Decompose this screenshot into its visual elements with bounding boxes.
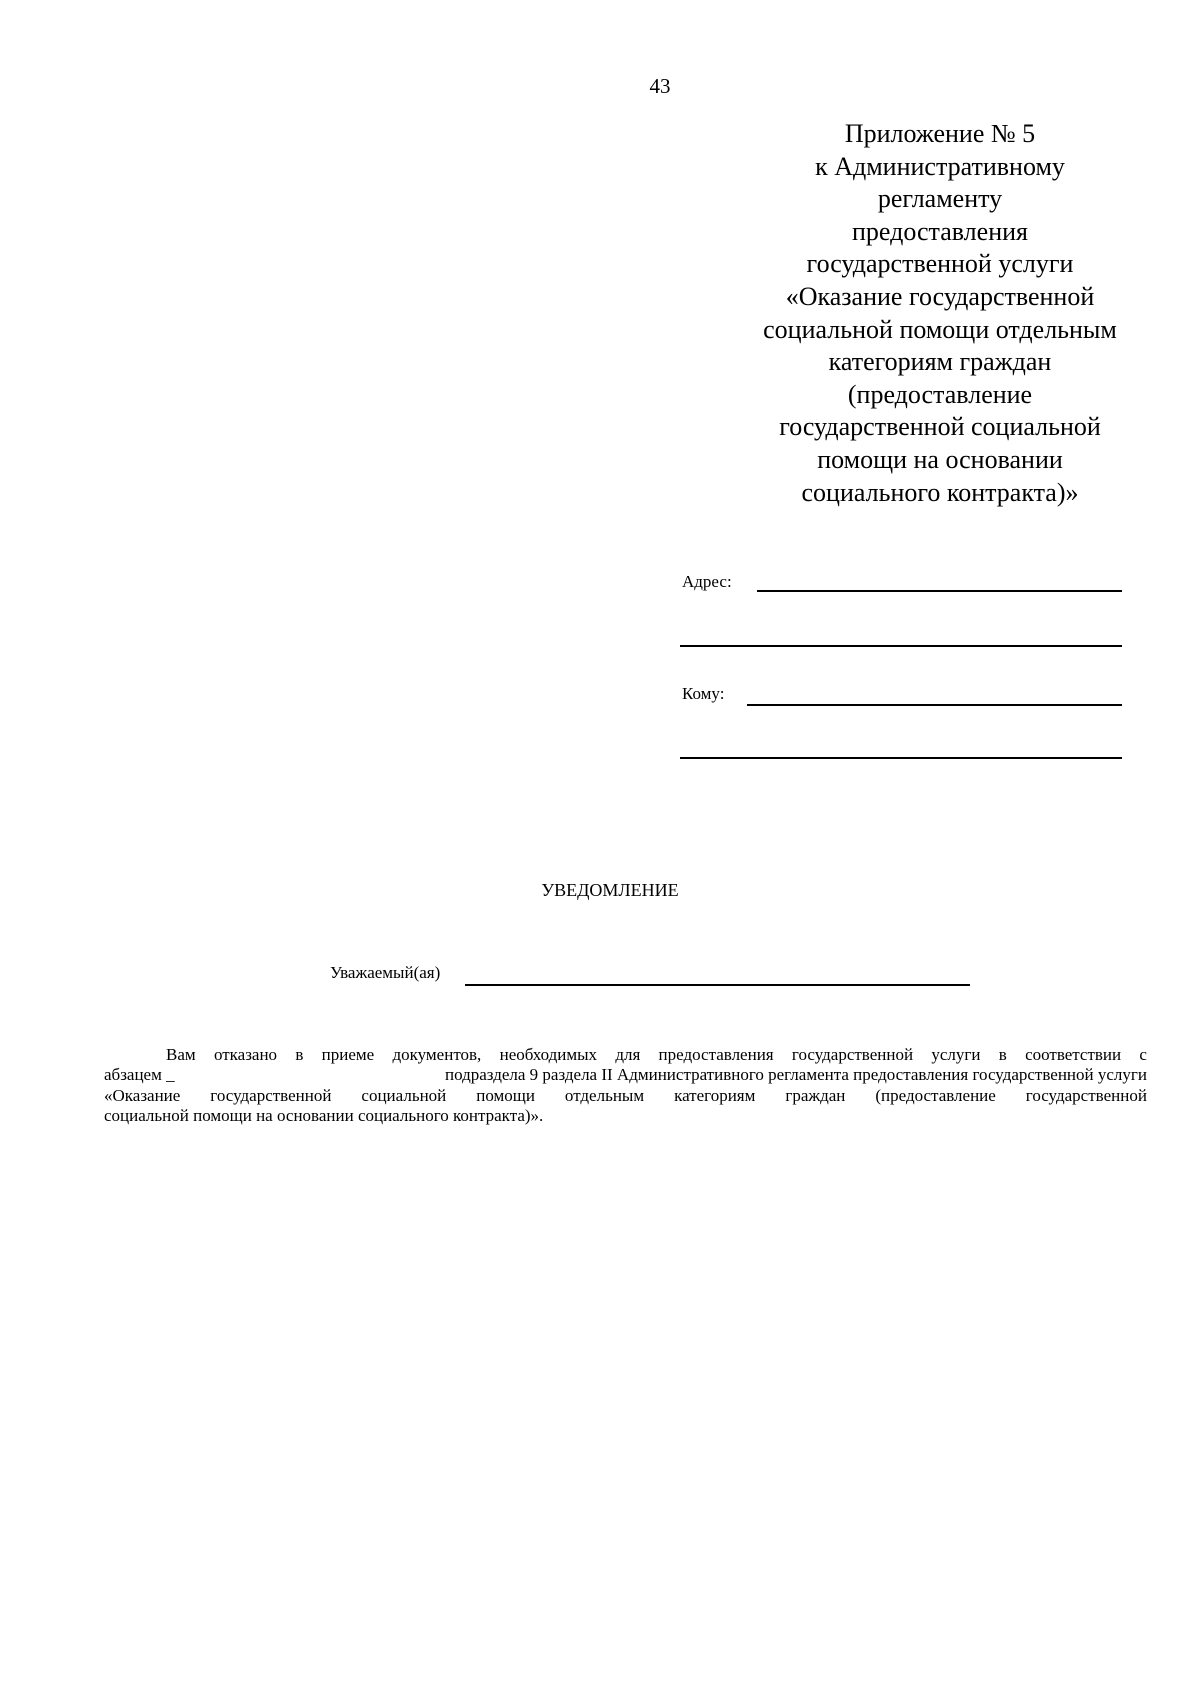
appendix-line: социальной помощи отдельным xyxy=(763,314,1117,344)
body-line-text: социальной помощи на основании социального контракта)». xyxy=(104,1106,544,1126)
body-word: граждан xyxy=(785,1085,846,1105)
body-word: помощи xyxy=(476,1085,535,1105)
body-word: приеме xyxy=(321,1045,375,1064)
appendix-line: «Оказание государственной xyxy=(785,281,1095,311)
body-line xyxy=(104,1065,1147,1085)
body-word: государственной xyxy=(210,1085,332,1105)
notice-body xyxy=(104,1045,1147,1127)
address-line-1[interactable] xyxy=(757,590,1122,592)
body-line xyxy=(104,1045,1147,1065)
body-word: с xyxy=(1139,1045,1147,1064)
body-word: соответствии xyxy=(1025,1045,1122,1064)
appendix-line: регламенту xyxy=(877,184,1003,214)
body-word: государственной xyxy=(1025,1085,1147,1105)
body-word: в xyxy=(998,1045,1007,1064)
body-line-text: абзацем _ xyxy=(104,1065,175,1085)
recipient-line-1[interactable] xyxy=(747,704,1122,706)
appendix-line: предоставления xyxy=(852,216,1028,246)
appendix-line: государственной социальной xyxy=(779,412,1101,442)
appendix-line: социального контракта)» xyxy=(801,477,1079,507)
body-word: категориям xyxy=(674,1085,756,1105)
appendix-line: Приложение № 5 xyxy=(844,119,1036,148)
body-word: для xyxy=(615,1045,641,1064)
greeting-name-line[interactable] xyxy=(465,984,970,986)
body-word: Вам xyxy=(166,1045,196,1064)
body-word: необходимых xyxy=(499,1045,598,1064)
body-word: государственной xyxy=(791,1045,914,1064)
body-line xyxy=(104,1086,1147,1106)
body-word: услуги xyxy=(931,1045,981,1064)
appendix-line: к Административному xyxy=(815,151,1065,181)
body-word: документов, xyxy=(392,1045,482,1064)
appendix-header xyxy=(720,118,1160,509)
notice-title: УВЕДОМЛЕНИЕ xyxy=(541,880,679,900)
body-word: отказано xyxy=(213,1045,278,1064)
page-number: 43 xyxy=(649,74,671,98)
body-word: социальной xyxy=(361,1085,447,1105)
recipient-line-2[interactable] xyxy=(680,757,1122,759)
body-line-text: подраздела 9 раздела II Административного регламента предоставления государственной услуги xyxy=(444,1065,1147,1085)
greeting-label: Уважаемый(ая) xyxy=(330,963,441,982)
body-word: (предоставление xyxy=(875,1085,996,1105)
appendix-line: помощи на основании xyxy=(817,444,1063,474)
body-word: «Оказание xyxy=(104,1085,181,1105)
appendix-line: государственной услуги xyxy=(806,249,1074,279)
appendix-line: (предоставление xyxy=(847,379,1033,409)
recipient-label: Кому: xyxy=(682,684,725,703)
address-line-2[interactable] xyxy=(680,645,1122,647)
paragraph-number-blank[interactable] xyxy=(282,1065,337,1085)
address-label: Адрес: xyxy=(682,572,732,591)
body-line xyxy=(104,1106,1147,1126)
body-word: отдельным xyxy=(564,1085,645,1105)
body-word: предоставления xyxy=(658,1045,774,1064)
appendix-line: категориям граждан xyxy=(828,347,1052,377)
body-word: в xyxy=(295,1045,304,1064)
